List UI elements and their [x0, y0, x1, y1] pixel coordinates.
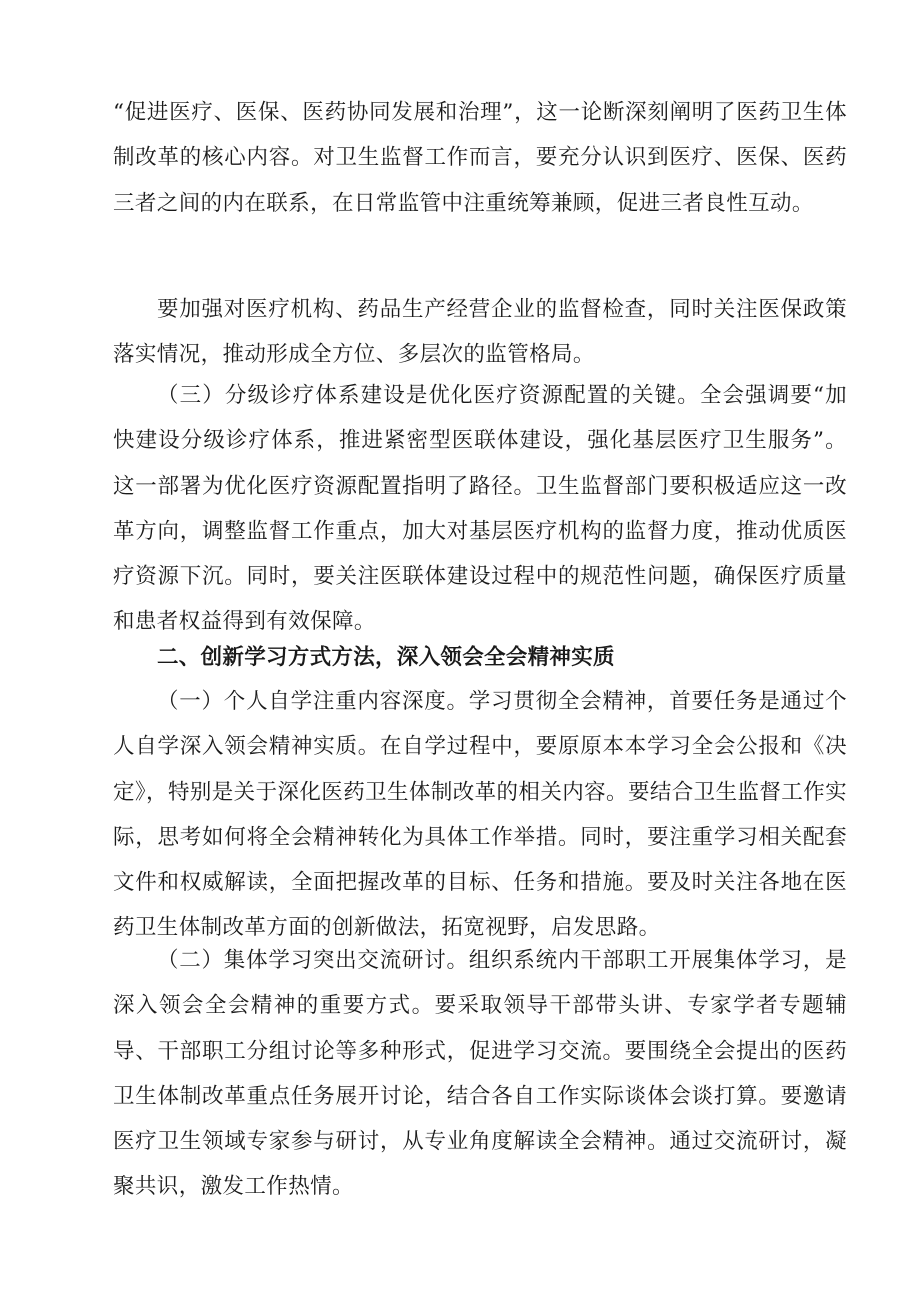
paragraph-4: （一）个人自学注重内容深度。学习贯彻全会精神，首要任务是通过个人自学深入领会精神实质。在自学过程中，要原原本本学习全会公报和《决定》，特别是关于深化医药卫生体制改革的相关内容。要结合卫生监督工作实际，思考如何将全会精神转化为具体工作举措。同时，要注重学习相关配套文件和权威解读，全面把握改革的目标、任务和措施。要及时关注各地在医药卫生体制改革方面的创新做法，拓宽视野，启发思路。 — [113, 689, 847, 941]
paragraph-2: 要加强对医疗机构、药品生产经营企业的监督检查，同时关注医保政策落实情况，推动形成全方位、多层次的监管格局。 — [113, 297, 847, 368]
paragraph-1: “促进医疗、医保、医药协同发展和治理”，这一论断深刻阐明了医药卫生体制改革的核心内容。对卫生监督工作而言，要充分认识到医疗、医保、医药三者之间的内在联系，在日常监管中注重统筹兼顾，促进三者良性互动。 — [113, 100, 847, 216]
paragraph-5: （二）集体学习突出交流研讨。组织系统内干部职工开展集体学习，是深入领会全会精神的重要方式。要采取领导干部带头讲、专家学者专题辅导、干部职工分组讨论等多种形式，促进学习交流。要围绕全会提出的医药卫生体制改革重点任务展开讨论，结合各自工作实际谈体会谈打算。要邀请医疗卫生领域专家参与研讨，从专业角度解读全会精神。通过交流研讨，凝聚共识，激发工作热情。 — [113, 948, 847, 1200]
paragraph-3: （三）分级诊疗体系建设是优化医疗资源配置的关键。全会强调要“加快建设分级诊疗体系，推进紧密型医联体建设，强化基层医疗卫生服务”。这一部署为优化医疗资源配置指明了路径。卫生监督部门要积极适应这一改革方向，调整监督工作重点，加大对基层医疗机构的监督力度，推动优质医疗资源下沉。同时，要关注医联体建设过程中的规范性问题，确保医疗质量和患者权益得到有效保障。 — [113, 383, 847, 635]
section-heading: 二、创新学习方式方法，深入领会全会精神实质 — [157, 645, 615, 670]
